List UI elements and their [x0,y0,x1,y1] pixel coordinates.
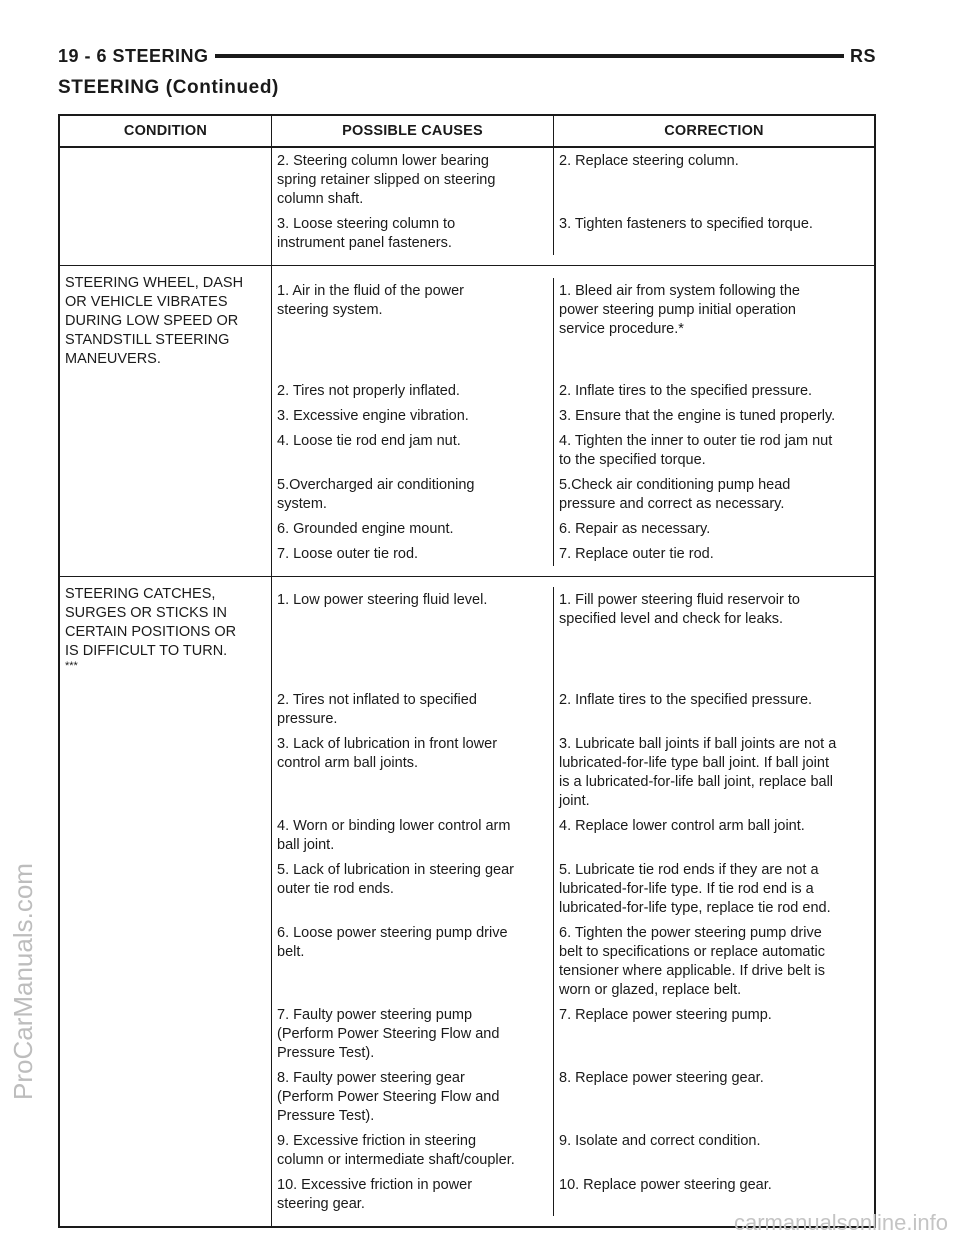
table-row [272,148,874,211]
table-row [272,516,874,541]
possible-cause: 2. Tires not inflated to specified pressure. [277,692,477,727]
correction: 5. Lubricate tie rod ends if they are not a lubricated-for-life type. If tie rod end is a lubricated-for-life type, replace tie rod end. [553,857,874,920]
condition-text: STEERING WHEEL, DASH OR VEHICLE VIBRATES DURING LOW SPEED OR STANDSTILL STEERING MANEUVERS. [65,275,244,367]
correction: 7. Replace outer tie rod. [553,541,874,566]
correction: 10. Replace power steering gear. [553,1172,874,1216]
correction: 3. Tighten fasteners to specified torque. [553,211,874,255]
table-row [272,1128,874,1172]
cause-correction-rows [271,577,874,1226]
table-row [272,472,874,516]
condition-cell [60,266,271,576]
column-header-condition: CONDITION [123,123,208,139]
correction: 5.Check air conditioning pump head pressure and correct as necessary. [553,472,874,516]
correction: 4. Replace lower control arm ball joint. [553,813,874,857]
possible-cause: 3. Lack of lubrication in front lower control arm ball joints. [277,736,498,771]
column-header-correction: CORRECTION [553,116,874,146]
page-reference: 19 - 6 STEERING [58,44,215,68]
table-row [272,920,874,1002]
table-row [272,1002,874,1065]
possible-cause: 6. Loose power steering pump drive belt. [277,925,508,960]
correction: 3. Ensure that the engine is tuned properly. [553,403,874,428]
correction: 2. Inflate tires to the specified pressure. [553,687,874,731]
table-row [272,211,874,255]
possible-cause: 8. Faulty power steering gear (Perform Power Steering Flow and Pressure Test). [277,1070,500,1124]
possible-cause: 5.Overcharged air conditioning system. [277,477,475,512]
section-title: STEERING (Continued) [58,77,279,98]
possible-cause: 5. Lack of lubrication in steering gear outer tie rod ends. [277,862,514,897]
correction: 2. Replace steering column. [553,148,874,211]
possible-cause: 2. Steering column lower bearing spring retainer slipped on steering column shaft. [277,153,496,207]
possible-cause: 3. Loose steering column to instrument panel fasteners. [277,216,456,251]
bottom-watermark: carmanualsonline.info [733,1210,948,1235]
correction: 2. Inflate tires to the specified pressure. [553,378,874,403]
correction: 4. Tighten the inner to outer tie rod jam nut to the specified torque. [553,428,874,472]
cause-correction-rows [271,148,874,265]
possible-cause: 7. Loose outer tie rod. [277,546,419,562]
cause-correction-rows [271,266,874,576]
table-row [272,428,874,472]
possible-cause: 4. Loose tie rod end jam nut. [277,433,461,449]
condition-group [60,148,874,265]
possible-cause: 6. Grounded engine mount. [277,521,454,537]
table-row [272,403,874,428]
condition-note: *** [65,660,78,672]
possible-cause: 3. Excessive engine vibration. [277,408,469,424]
table-row [272,1065,874,1128]
correction: 6. Repair as necessary. [553,516,874,541]
table-body [60,148,874,1226]
table-row [272,541,874,566]
correction: 1. Bleed air from system following the power steering pump initial operation service procedure.* [553,278,874,378]
table-row [272,813,874,857]
condition-cell [60,148,271,265]
possible-cause: 4. Worn or binding lower control arm ball joint. [277,818,511,853]
possible-cause: 1. Low power steering fluid level. [277,592,488,608]
column-header-causes: POSSIBLE CAUSES [271,116,553,146]
diagnosis-table [58,114,876,1228]
table-header [60,116,874,148]
table-row [272,857,874,920]
possible-cause: 9. Excessive friction in steering column or intermediate shaft/coupler. [277,1133,515,1168]
side-watermark: ProCarManuals.com [8,863,38,1100]
correction: 1. Fill power steering fluid reservoir to specified level and check for leaks. [553,587,874,687]
condition-cell [60,577,271,1226]
table-row [272,687,874,731]
condition-group [60,576,874,1226]
table-row [272,378,874,403]
table-row [272,587,874,687]
correction: 9. Isolate and correct condition. [553,1128,874,1172]
correction: 3. Lubricate ball joints if ball joints are not a lubricated-for-life type ball joint. If ball joint is a lubricated-for-life ball joint, replace ball joint. [553,731,874,813]
model-code: RS [844,44,876,68]
correction: 6. Tighten the power steering pump drive belt to specifications or replace automatic tensioner where applicable. If drive belt is worn or glazed, replace belt. [553,920,874,1002]
table-row [272,278,874,378]
possible-cause: 2. Tires not properly inflated. [277,383,460,399]
condition-text: STEERING CATCHES, SURGES OR STICKS IN CERTAIN POSITIONS OR IS DIFFICULT TO TURN. [65,586,237,659]
table-row [272,731,874,813]
possible-cause: 1. Air in the fluid of the power steering system. [277,283,464,318]
condition-group [60,265,874,576]
correction: 8. Replace power steering gear. [553,1065,874,1128]
possible-cause: 7. Faulty power steering pump (Perform Power Steering Flow and Pressure Test). [277,1007,500,1061]
correction: 7. Replace power steering pump. [553,1002,874,1065]
possible-cause: 10. Excessive friction in power steering gear. [277,1177,473,1212]
page-header [58,44,876,72]
